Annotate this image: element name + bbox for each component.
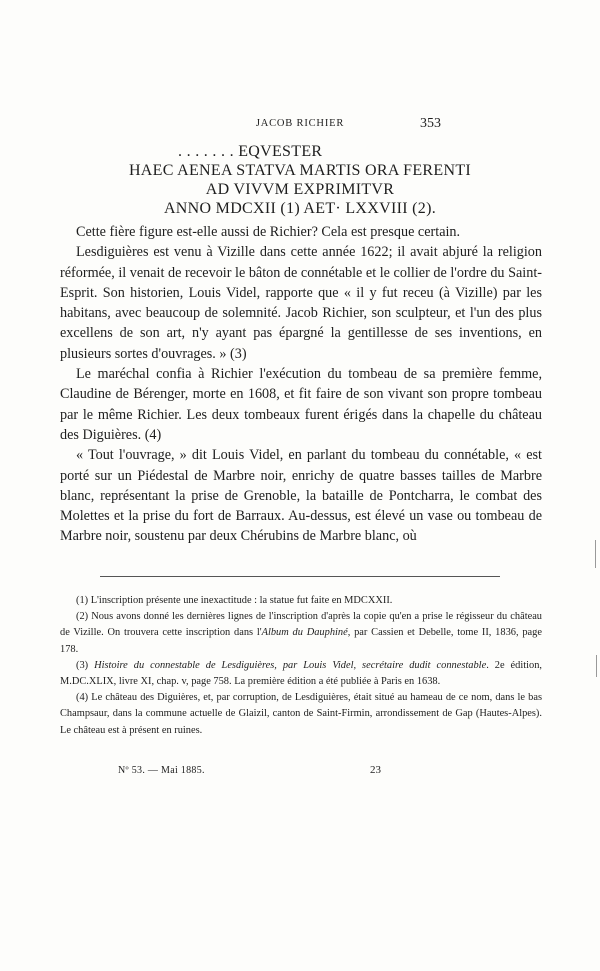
inscription-line-3: AD VIVVM EXPRIMITVR (205, 181, 395, 198)
running-title: JACOB RICHIER (255, 118, 345, 129)
footnote-2: (2) Nous avons donné les dernières lignes de l'inscription d'après la copie qu'en a prise le régisseur du château de Vizille. On trouvera cette inscription dans l'Album du Dauphiné, par Cassien et Debelle, tome II, 1836, page 178. (60, 611, 542, 655)
footnote-3: (3) Histoire du connestable de Lesdiguières, par Louis Videl, secrétaire dudit connestable. 2e édition, M.DC.XLIX, livre XI, chap. v, page 758. La première édition a été publiée à Paris en 1638. (60, 659, 543, 688)
issue-line: Nº 53. — Mai 1885. (118, 765, 205, 776)
body-text (60, 222, 542, 547)
paragraph: Cette fière figure est-elle aussi de Richier? Cela est presque certain. (76, 224, 461, 240)
page-number: 353 (420, 116, 441, 131)
signature-mark: 23 (370, 764, 381, 776)
paragraph: Lesdiguières est venu à Vizille dans cette année 1622; il avait abjuré la religion réformée, il venait de recevoir le bâton de connétable et le collier de l'ordre du Saint-Esprit. Son historien, Louis Videl, rapporte que « il y fut receu (à Vizille) par les habitans, avec beaucoup de solemnité. Jacob Richier, son sculpteur, et l'un des plus excellens de son art, n'y ayant pas épargné la gentillesse de ses inventions, en plusieurs sortes d'ouvrages. » (3) (60, 244, 542, 362)
inscription-line-1: . . . . . . . EQVESTER (178, 143, 323, 160)
footnotes (60, 593, 542, 739)
margin-mark (595, 540, 596, 568)
inscription-line-4: ANNO MDCXII (1) AET· LXXVIII (2). (163, 200, 437, 217)
footnote-4: (4) Le château des Diguières, et, par corruption, de Lesdiguières, était situé au hameau de ce nom, dans le bas Champsaur, dans la commune actuelle de Glaizil, canton de Saint-Firmin, arrondissement de Gap (Hautes-Alpes). Le château est à présent en ruines. (60, 692, 542, 736)
footnote-1: (1) L'inscription présente une inexactitude : la statue fut faite en MDCXXII. (76, 595, 393, 606)
margin-mark (596, 655, 597, 677)
footnote-divider (100, 576, 500, 577)
paragraph: « Tout l'ouvrage, » dit Louis Videl, en parlant du tombeau du connétable, « est porté sur un Piédestal de Marbre noir, enrichy de quatre basses tailles de Marbre blanc, représentant la prise de Grenoble, la bataille de Pontcharra, le combat des Molettes et la prise du fort de Barraux. Au-dessus, est élevé un vase ou tombeau de Marbre noir, soustenu par deux Chérubins de Marbre blanc, où (60, 447, 542, 545)
paragraph: Le maréchal confia à Richier l'exécution du tombeau de sa première femme, Claudine de Bérenger, morte en 1608, et fit faire de son vivant son propre tombeau par le même Richier. Les deux tombeaux furent érigés dans la chapelle du château des Diguières. (4) (60, 366, 542, 443)
inscription-line-2: HAEC AENEA STATVA MARTIS ORA FERENTI (128, 162, 472, 179)
